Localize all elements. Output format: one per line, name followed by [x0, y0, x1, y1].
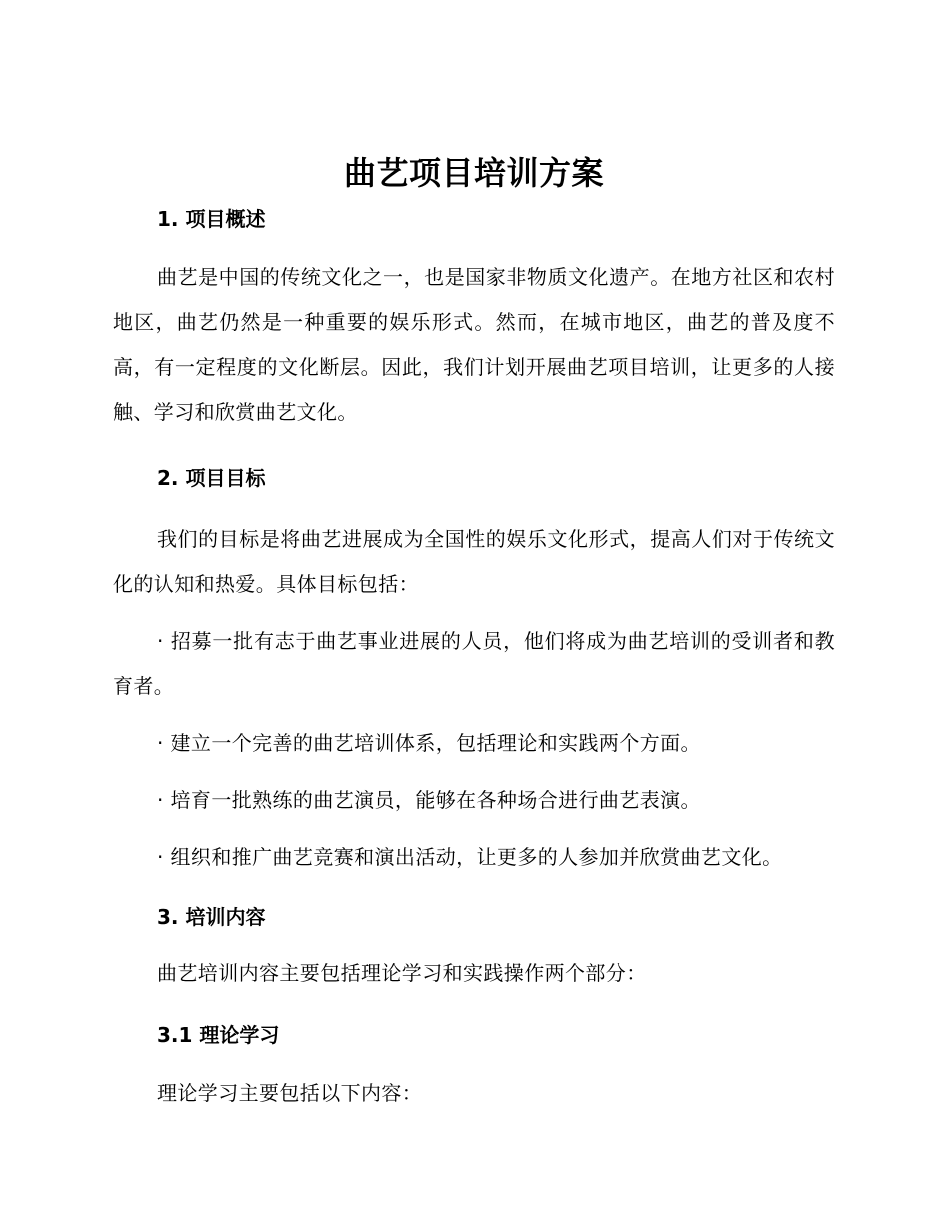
paragraph-training-content: 曲艺培训内容主要包括理论学习和实践操作两个部分： [157, 961, 647, 985]
bullet-item-system: · 建立一个完善的曲艺培训体系，包括理论和实践两个方面。 [157, 731, 701, 755]
bullet-item-recruit: · 招募一批有志于曲艺事业进展的人员，他们将成为曲艺培训的受训者和教育者。 [113, 629, 835, 698]
paragraph-goals: 我们的目标是将曲艺进展成为全国性的娱乐文化形式，提高人们对于传统文化的认知和热爱。具体目标包括： [113, 527, 835, 596]
paragraph-theory: 理论学习主要包括以下内容： [157, 1081, 423, 1105]
section-heading-goals: 2. 项目目标 [157, 466, 266, 490]
paragraph-overview: 曲艺是中国的传统文化之一，也是国家非物质文化遗产。在地方社区和农村地区，曲艺仍然是一种重要的娱乐形式。然而，在城市地区，曲艺的普及度不高，有一定程度的文化断层。因此，我们计划开展曲艺项目培训，让更多的人接触、学习和欣赏曲艺文化。 [113, 265, 835, 424]
subsection-heading-theory: 3.1 理论学习 [157, 1023, 280, 1047]
document-title: 曲艺项目培训方案 [343, 154, 604, 192]
bullet-item-performers: · 培育一批熟练的曲艺演员，能够在各种场合进行曲艺表演。 [157, 788, 701, 812]
section-heading-training-content: 3. 培训内容 [157, 905, 266, 929]
bullet-item-events: · 组织和推广曲艺竞赛和演出活动，让更多的人参加并欣赏曲艺文化。 [157, 845, 783, 869]
section-heading-overview: 1. 项目概述 [157, 207, 266, 231]
document-body [113, 145, 835, 1116]
